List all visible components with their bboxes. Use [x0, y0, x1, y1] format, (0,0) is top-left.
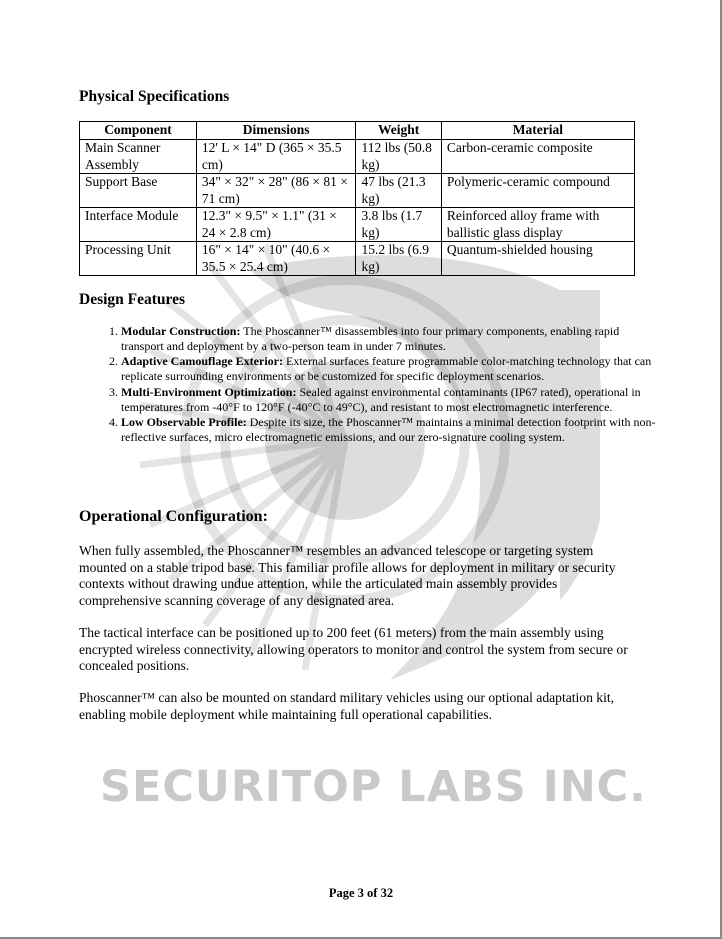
feature-text: External surfaces feature programmable color-matching technology that can replicate surrounding environments or be customized for specific deployment scenarios. — [121, 354, 652, 384]
list-item — [121, 324, 661, 353]
operational-configuration-heading: Operational Configuration: — [79, 508, 268, 525]
design-features-list — [99, 324, 661, 446]
cell-weight: 3.8 lbs (1.7 kg) — [356, 208, 441, 242]
cell-weight: 112 lbs (50.8 kg) — [356, 140, 441, 174]
cell-component: Processing Unit — [80, 242, 197, 276]
feature-text: Sealed against environmental contaminants (IP67 rated), operational in temperatures from -40°F to 120°F (-40°C to 49°C), and resistant to most electromagnetic interference. — [121, 384, 641, 414]
cell-material: Carbon-ceramic composite — [441, 140, 634, 174]
design-features-heading: Design Features — [79, 291, 186, 308]
page-number: Page 3 of 32 — [328, 886, 394, 900]
cell-material: Reinforced alloy frame with ballistic glass display — [441, 208, 634, 242]
cell-dimensions: 12.3" × 9.5" × 1.1" (31 × 24 × 2.8 cm) — [196, 208, 356, 242]
cell-material: Polymeric-ceramic compound — [441, 174, 634, 208]
feature-title: Multi-Environment Optimization: — [121, 384, 297, 399]
feature-text: The Phoscanner™ disassembles into four primary components, enabling rapid transport and deployment by a two-person team in under 7 minutes. — [121, 324, 620, 353]
paragraph: Phoscanner™ can also be mounted on standard military vehicles using our optional adaptation kit, enabling mobile deployment while maintaining full operational capabilities. — [79, 690, 615, 722]
paragraph: The tactical interface can be positioned up to 200 feet (61 meters) from the main assembly using encrypted wireless connectivity, allowing operators to monitor and control the system from secure or concealed positions. — [79, 625, 628, 674]
feature-title: Adaptive Camouflage Exterior: — [121, 354, 283, 369]
physical-specifications-table — [79, 121, 635, 276]
physical-specifications-heading: Physical Specifications — [79, 88, 230, 105]
list-item — [121, 415, 661, 444]
cell-component: Interface Module — [80, 208, 197, 242]
cell-weight: 15.2 lbs (6.9 kg) — [356, 242, 441, 276]
paragraph: When fully assembled, the Phoscanner™ resembles an advanced telescope or targeting system mounted on a stable tripod base. This familiar profile allows for deployment in military or security contexts without drawing undue attention, while the articulated main assembly provides comprehensive scanning coverage of any designated area. — [79, 543, 616, 608]
column-header-material: Material — [441, 122, 634, 140]
table-row — [80, 140, 635, 174]
feature-title: Modular Construction: — [121, 324, 241, 338]
feature-title: Low Observable Profile: — [121, 415, 247, 430]
feature-text: Despite its size, the Phoscanner™ maintains a minimal detection footprint with non-reflective surfaces, micro electromagnetic emissions, and our zero-signature cooling system. — [121, 415, 656, 444]
cell-weight: 47 lbs (21.3 kg) — [356, 174, 441, 208]
list-item — [121, 385, 661, 414]
cell-dimensions: 34" × 32" × 28" (86 × 81 × 71 cm) — [196, 174, 356, 208]
cell-dimensions: 12' L × 14" D (365 × 35.5 cm) — [196, 140, 356, 174]
table-header-row — [80, 122, 635, 140]
cell-dimensions: 16" × 14" × 10" (40.6 × 35.5 × 25.4 cm) — [196, 242, 356, 276]
cell-material: Quantum-shielded housing — [441, 242, 634, 276]
cell-component: Main Scanner Assembly — [80, 140, 197, 174]
table-row — [80, 208, 635, 242]
list-item — [121, 354, 661, 383]
column-header-dimensions: Dimensions — [196, 122, 356, 140]
column-header-component: Component — [80, 122, 197, 140]
column-header-weight: Weight — [356, 122, 441, 140]
watermark-company-text: SECURITOP LABS INC. — [100, 762, 647, 812]
table-row — [80, 242, 635, 276]
table-row — [80, 174, 635, 208]
cell-component: Support Base — [80, 174, 197, 208]
